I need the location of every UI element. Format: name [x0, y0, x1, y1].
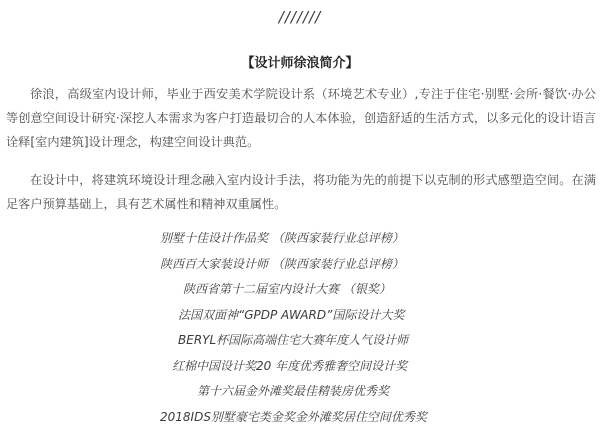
decorative-divider: ///////: [278, 8, 322, 26]
intro-paragraph-1: 徐浪，高级室内设计师，毕业于西安美术学院设计系（环境艺术专业）,专注于住宅·别墅·会所·餐饮·办公等创意空间设计研究·深挖人本需求为客户打造最切合的人本体验，创造舒适的生活方式，以多元化的设计语言诠释[室内建筑]设计理念，构建空间设计典范。: [6, 87, 596, 149]
award-item: [0, 328, 600, 354]
award-text: 2018IDS别墅豪宅类金奖金外滩奖居住空间优秀奖: [160, 409, 427, 424]
award-text: BERYL杯国际高端住宅大赛年度人气设计师: [178, 333, 409, 347]
award-text: 陕西百大家装设计师 （陕西家装行业总评榜）: [160, 256, 404, 271]
award-item: [0, 379, 600, 405]
intro-paragraph-2: 在设计中，将建筑环境设计理念融入室内设计手法，将功能为先的前提下以克制的形式感塑造空间。在满足客户预算基础上，具有艺术属性和精神双重属性。: [6, 173, 596, 211]
award-item: [0, 277, 600, 303]
section-title: 【设计师徐浪简介】: [241, 56, 359, 71]
award-text: 红棉中国设计奖20 年度优秀雅奢空间设计奖: [172, 358, 408, 373]
awards-list: [0, 226, 600, 430]
award-text: 陕西省第十二届室内设计大赛 （银奖）: [183, 282, 391, 296]
award-text: 别墅十佳设计作品奖 （陕西家装行业总评榜）: [160, 231, 404, 245]
award-item: [0, 405, 600, 431]
award-item: [0, 303, 600, 329]
award-item: [0, 226, 600, 252]
award-text: 第十六届金外滩奖最佳精装房优秀奖: [197, 384, 390, 398]
award-item: [0, 354, 600, 380]
award-text: 法国双面神“GPDP AWARD”国际设计大奖: [178, 307, 405, 322]
award-item: [0, 252, 600, 278]
